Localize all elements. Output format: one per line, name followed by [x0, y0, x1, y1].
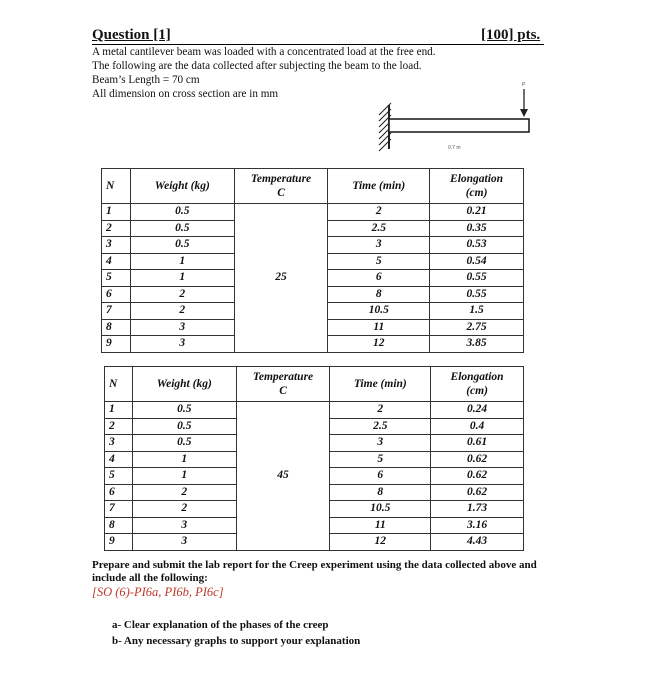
cell-time: 12: [328, 336, 430, 353]
cell-time: 6: [328, 270, 430, 287]
cell-time: 2.5: [330, 418, 431, 435]
cell-n: 9: [105, 534, 133, 551]
cell-n: 6: [102, 286, 131, 303]
cell-n: 5: [105, 468, 133, 485]
header-n: N: [102, 169, 131, 204]
cell-elongation: 0.62: [431, 468, 524, 485]
cell-weight: 0.5: [132, 402, 236, 419]
cell-time: 8: [328, 286, 430, 303]
cell-time: 11: [328, 319, 430, 336]
cell-elongation: 0.35: [430, 220, 524, 237]
cell-n: 3: [102, 237, 131, 254]
cell-elongation: 2.75: [430, 319, 524, 336]
cell-elongation: 0.55: [430, 286, 524, 303]
cell-weight: 0.5: [132, 418, 236, 435]
header-temperature-unit: C: [279, 385, 287, 397]
list-item: a- Clear explanation of the phases of the creep: [112, 619, 329, 631]
cell-weight: 2: [130, 286, 234, 303]
cell-n: 3: [105, 435, 133, 452]
header-temperature-unit: C: [277, 187, 285, 199]
intro-line: The following are the data collected after subjecting the beam to the load.: [92, 60, 422, 72]
cell-time: 2.5: [328, 220, 430, 237]
cell-elongation: 0.55: [430, 270, 524, 287]
cell-elongation: 0.53: [430, 237, 524, 254]
so-tag: [SO (6)-PI6a, PI6b, PI6c]: [92, 585, 224, 599]
header-weight: Weight (kg): [130, 169, 234, 204]
arrow-head-icon: [520, 109, 528, 117]
beam: [389, 119, 529, 132]
cell-elongation: 0.24: [431, 402, 524, 419]
header-elongation-unit: (cm): [466, 385, 488, 397]
cell-weight: 1: [130, 253, 234, 270]
load-label: P: [522, 82, 526, 88]
cell-weight: 0.5: [132, 435, 236, 452]
cell-time: 3: [330, 435, 431, 452]
cell-elongation: 1.73: [431, 501, 524, 518]
cell-time: 3: [328, 237, 430, 254]
cell-time: 5: [330, 451, 431, 468]
cell-n: 2: [102, 220, 131, 237]
cell-elongation: 0.62: [431, 451, 524, 468]
cell-weight: 0.5: [130, 220, 234, 237]
cell-elongation: 1.5: [430, 303, 524, 320]
cell-elongation: 0.61: [431, 435, 524, 452]
cell-n: 7: [105, 501, 133, 518]
cell-weight: 2: [132, 484, 236, 501]
cell-weight: 1: [130, 270, 234, 287]
header-elongation-unit: (cm): [465, 187, 488, 199]
cell-elongation: 0.54: [430, 253, 524, 270]
cell-weight: 3: [130, 336, 234, 353]
cell-weight: 3: [130, 319, 234, 336]
data-table-2: [104, 366, 524, 551]
cell-time: 12: [330, 534, 431, 551]
cell-time: 10.5: [328, 303, 430, 320]
cell-weight: 1: [132, 451, 236, 468]
cell-elongation: 4.43: [431, 534, 524, 551]
cell-weight: 2: [130, 303, 234, 320]
data-table-1: [101, 168, 524, 353]
cell-weight: 3: [132, 534, 236, 551]
cell-n: 5: [102, 270, 131, 287]
table-row: [105, 402, 524, 419]
cell-weight: 3: [132, 517, 236, 534]
cell-n: 1: [102, 204, 131, 221]
cell-weight: 0.5: [130, 237, 234, 254]
cell-n: 7: [102, 303, 131, 320]
cell-n: 8: [102, 319, 131, 336]
instructions-text: Prepare and submit the lab report for the Creep experiment using the data collected above and include all the following:: [92, 559, 537, 584]
points-label: [100] pts.: [481, 27, 541, 43]
cantilever-diagram: [370, 75, 540, 155]
header-elongation-label: Elongation: [450, 371, 504, 383]
cell-time: 2: [330, 402, 431, 419]
intro-line: Beam’s Length = 70 cm: [92, 74, 200, 86]
cell-time: 11: [330, 517, 431, 534]
header-temperature: [234, 169, 328, 204]
cell-n: 9: [102, 336, 131, 353]
header-temperature-label: Temperature: [252, 371, 314, 383]
cell-n: 8: [105, 517, 133, 534]
header-time: Time (min): [330, 367, 431, 402]
header-elongation-label: Elongation: [450, 173, 504, 185]
header-n: N: [105, 367, 133, 402]
cell-n: 4: [105, 451, 133, 468]
cell-elongation: 3.16: [431, 517, 524, 534]
cell-time: 5: [328, 253, 430, 270]
cell-elongation: 0.21: [430, 204, 524, 221]
cell-weight: 1: [132, 468, 236, 485]
cell-weight: 2: [132, 501, 236, 518]
cell-elongation: 0.62: [431, 484, 524, 501]
cell-elongation: 0.4: [431, 418, 524, 435]
cell-temperature: 45: [236, 402, 330, 551]
header-temperature-label: Temperature: [250, 173, 312, 185]
cell-n: 2: [105, 418, 133, 435]
requirements-list: [112, 617, 360, 649]
length-label: 0.7 m: [448, 145, 461, 151]
cell-elongation: 3.85: [430, 336, 524, 353]
header-elongation: [431, 367, 524, 402]
header-temperature: [236, 367, 330, 402]
cell-time: 6: [330, 468, 431, 485]
cell-temperature: 25: [234, 204, 328, 353]
header-weight: Weight (kg): [132, 367, 236, 402]
cell-n: 6: [105, 484, 133, 501]
intro-line: All dimension on cross section are in mm: [92, 88, 279, 100]
header-elongation: [430, 169, 524, 204]
cell-n: 1: [105, 402, 133, 419]
cell-time: 10.5: [330, 501, 431, 518]
cell-time: 2: [328, 204, 430, 221]
question-title: Question [1]: [92, 27, 171, 43]
cell-time: 8: [330, 484, 431, 501]
cell-n: 4: [102, 253, 131, 270]
header-time: Time (min): [328, 169, 430, 204]
list-item: b- Any necessary graphs to support your explanation: [112, 635, 361, 647]
table-row: [102, 204, 524, 221]
intro-line: A metal cantilever beam was loaded with a concentrated load at the free end.: [92, 46, 436, 58]
cell-weight: 0.5: [130, 204, 234, 221]
